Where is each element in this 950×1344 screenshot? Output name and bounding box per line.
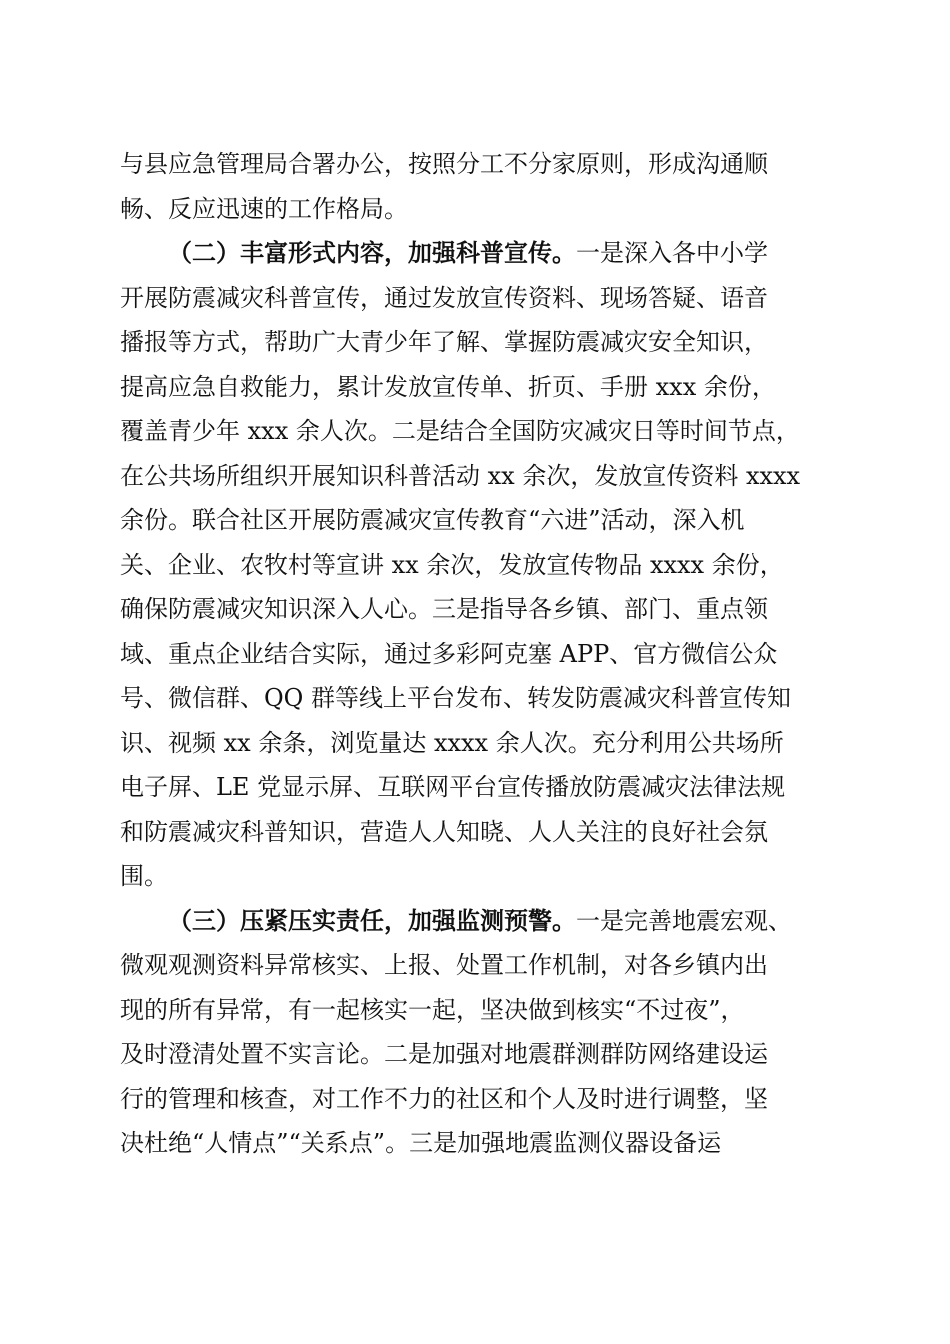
- paragraph-line: 提高应急自救能力，累计发放宣传单、折页、手册 xxx 余份，: [120, 372, 776, 401]
- paragraph-line: 播报等方式，帮助广大青少年了解、掌握防震减灾安全知识，: [120, 328, 768, 356]
- section-heading: （二）丰富形式内容，加强科普宣传。: [168, 238, 576, 267]
- paragraph-line: 与县应急管理局合署办公，按照分工不分家原则，形成沟通顺: [120, 150, 768, 178]
- paragraph-line: 微观观测资料异常核实、上报、处置工作机制，对各乡镇内出: [120, 951, 768, 979]
- paragraph-line: 畅、反应迅速的工作格局。: [120, 194, 408, 223]
- paragraph-line: 及时澄清处置不实言论。二是加强对地震群测群防网络建设运: [120, 1040, 768, 1068]
- paragraph-first-line: [120, 231, 840, 276]
- paragraph-3: [120, 899, 840, 1166]
- paragraph-line: 覆盖青少年 xxx 余人次。二是结合全国防灾减灾日等时间节点，: [120, 417, 800, 445]
- document-body: [120, 142, 840, 1166]
- paragraph-2: [120, 231, 840, 899]
- paragraph-1: [120, 142, 840, 231]
- paragraph-line: 电子屏、LE 党显示屏、互联网平台宣传播放防震减灾法律法规: [120, 773, 786, 801]
- paragraph-line: 余份。联合社区开展防震减灾宣传教育“六进”活动，深入机: [120, 506, 745, 534]
- paragraph-line: 行的管理和核查，对工作不力的社区和个人及时进行调整，坚: [120, 1084, 768, 1113]
- paragraph-line: 在公共场所组织开展知识科普活动 xx 余次，发放宣传资料 xxxx: [120, 461, 801, 490]
- paragraph-line: 围。: [120, 862, 168, 890]
- paragraph-line: 和防震减灾科普知识，营造人人知晓、人人关注的良好社会氛: [120, 817, 768, 846]
- paragraph-line: 域、重点企业结合实际，通过多彩阿克塞 APP、官方微信公众: [120, 639, 778, 668]
- paragraph-line: 决杜绝“人情点”“关系点”。三是加强地震监测仪器设备运: [120, 1129, 722, 1157]
- paragraph-line: 关、企业、农牧村等宣讲 xx 余次，发放宣传物品 xxxx 余份，: [120, 550, 784, 579]
- paragraph-line: 识、视频 xx 余条，浏览量达 xxxx 余人次。充分利用公共场所: [120, 728, 784, 757]
- paragraph-line: 开展防震减灾科普宣传，通过发放宣传资料、现场答疑、语音: [120, 283, 768, 312]
- section-heading: （三）压紧压实责任，加强监测预警。: [168, 905, 576, 935]
- paragraph-text: 一是完善地震宏观、: [576, 906, 792, 935]
- paragraph-text: 一是深入各中小学: [576, 239, 768, 267]
- paragraph-line: 号、微信群、QQ 群等线上平台发布、转发防震减灾科普宣传知: [120, 684, 791, 712]
- paragraph-line: 现的所有异常，有一起核实一起，坚决做到核实“不过夜”，: [120, 995, 745, 1024]
- paragraph-first-line: [120, 899, 840, 944]
- paragraph-line: 确保防震减灾知识深入人心。三是指导各乡镇、部门、重点领: [120, 595, 768, 623]
